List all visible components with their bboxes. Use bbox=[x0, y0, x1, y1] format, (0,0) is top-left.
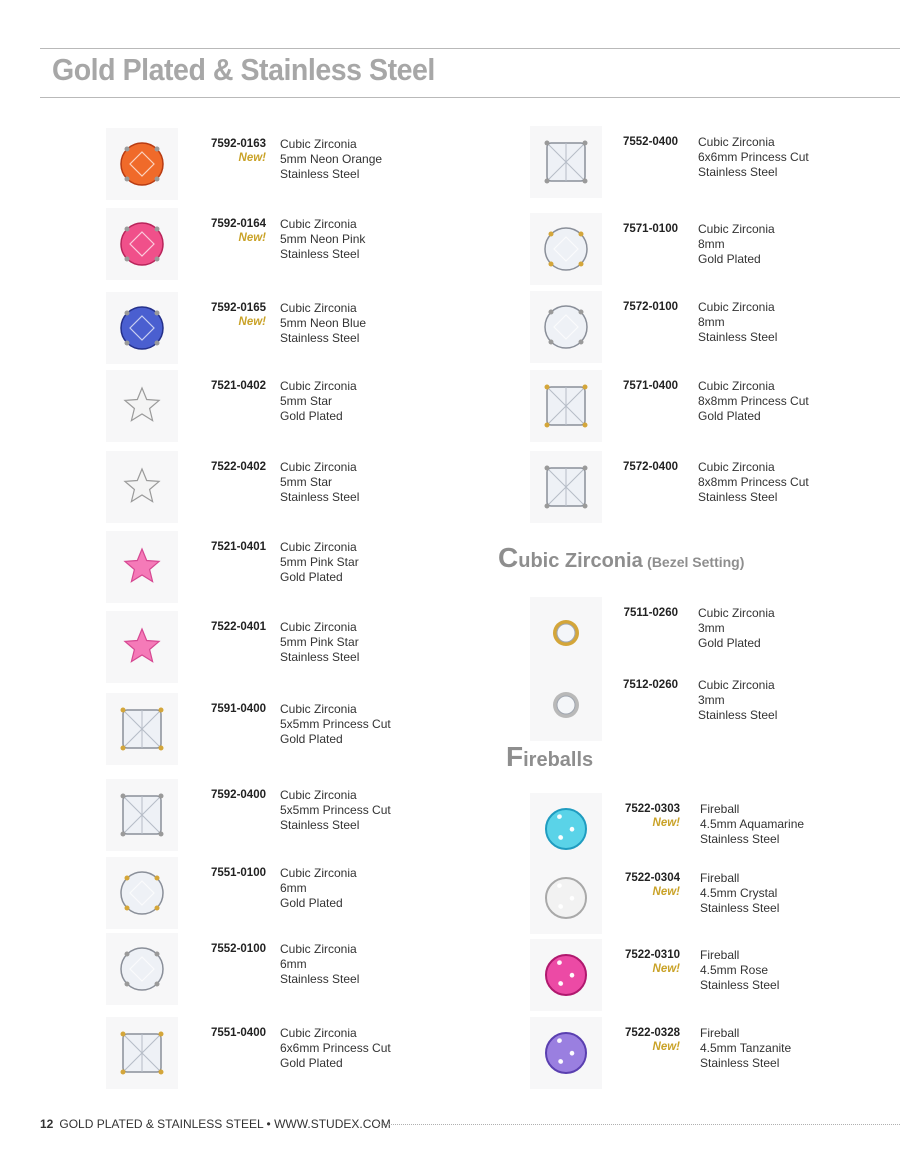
new-badge: New! bbox=[652, 963, 680, 975]
princess-cut-stone-icon bbox=[530, 451, 602, 523]
description-line: Fireball bbox=[700, 948, 740, 962]
steel-bezel-stone-icon bbox=[530, 669, 602, 741]
bezel-heading-text: ubic Zirconia bbox=[518, 550, 643, 572]
product-description bbox=[700, 948, 779, 993]
product-code: 7571-0400 bbox=[623, 380, 678, 392]
product-description bbox=[698, 678, 777, 723]
description-line: Stainless Steel bbox=[700, 832, 780, 846]
title-rule bbox=[40, 97, 900, 98]
description-line: Fireball bbox=[700, 1026, 740, 1040]
description-line: Cubic Zirconia bbox=[698, 300, 775, 314]
product-description bbox=[280, 301, 366, 346]
tanzanite-fireball-icon bbox=[530, 1017, 602, 1089]
product-description bbox=[700, 871, 779, 916]
product-code: 7522-0328 bbox=[625, 1027, 680, 1039]
product-item bbox=[530, 451, 890, 521]
product-description bbox=[698, 135, 809, 180]
description-line: Cubic Zirconia bbox=[280, 788, 357, 802]
product-code: 7522-0401 bbox=[211, 621, 266, 633]
product-item bbox=[530, 793, 890, 863]
fireballs-heading-initial: F bbox=[506, 741, 524, 772]
description-line: 5mm Neon Blue bbox=[280, 316, 367, 330]
description-line: Cubic Zirconia bbox=[280, 137, 357, 151]
new-badge: New! bbox=[652, 1041, 680, 1053]
description-line: Gold Plated bbox=[698, 252, 761, 266]
description-line: 6mm bbox=[280, 957, 307, 971]
new-badge: New! bbox=[652, 817, 680, 829]
description-line: 5mm Star bbox=[280, 394, 333, 408]
description-line: 5mm Neon Orange bbox=[280, 152, 383, 166]
round-clear-stone-icon bbox=[530, 213, 602, 285]
description-line: Cubic Zirconia bbox=[280, 217, 357, 231]
description-line: Gold Plated bbox=[698, 409, 761, 423]
description-line: Gold Plated bbox=[698, 636, 761, 650]
product-description bbox=[280, 702, 391, 747]
product-description bbox=[700, 802, 804, 847]
round-clear-stone-icon bbox=[106, 933, 178, 1005]
product-description bbox=[280, 217, 365, 262]
description-line: Cubic Zirconia bbox=[698, 606, 775, 620]
description-line: 5mm Pink Star bbox=[280, 635, 359, 649]
product-description bbox=[280, 460, 359, 505]
product-item bbox=[106, 933, 466, 1003]
description-line: 4.5mm Crystal bbox=[700, 886, 778, 900]
description-line: Cubic Zirconia bbox=[698, 222, 775, 236]
description-line: 6mm bbox=[280, 881, 307, 895]
description-line: Stainless Steel bbox=[280, 818, 360, 832]
princess-cut-stone-icon bbox=[106, 693, 178, 765]
description-line: Cubic Zirconia bbox=[280, 460, 357, 474]
product-description bbox=[280, 942, 359, 987]
product-item bbox=[530, 126, 890, 196]
description-line: Stainless Steel bbox=[698, 330, 778, 344]
product-code: 7511-0260 bbox=[623, 607, 678, 619]
product-code: 7572-0400 bbox=[623, 461, 678, 473]
product-code: 7592-0163 bbox=[211, 138, 266, 150]
new-badge: New! bbox=[652, 886, 680, 898]
product-code: 7551-0400 bbox=[211, 1027, 266, 1039]
description-line: Cubic Zirconia bbox=[698, 460, 775, 474]
round-clear-stone-icon bbox=[106, 857, 178, 929]
description-line: Fireball bbox=[700, 802, 740, 816]
fireballs-section-heading bbox=[506, 741, 593, 773]
description-line: 5x5mm Princess Cut bbox=[280, 803, 391, 817]
description-line: Cubic Zirconia bbox=[280, 379, 357, 393]
product-code: 7522-0303 bbox=[625, 803, 680, 815]
description-line: 3mm bbox=[698, 693, 725, 707]
product-code: 7552-0100 bbox=[211, 943, 266, 955]
description-line: Stainless Steel bbox=[700, 901, 780, 915]
description-line: 5x5mm Princess Cut bbox=[280, 717, 391, 731]
product-code: 7521-0401 bbox=[211, 541, 266, 553]
footer-text: GOLD PLATED & STAINLESS STEEL • WWW.STUDEX.COM bbox=[59, 1117, 391, 1131]
rose-fireball-icon bbox=[530, 939, 602, 1011]
product-item bbox=[530, 291, 890, 361]
princess-cut-stone-icon bbox=[530, 370, 602, 442]
page-number: 12 bbox=[40, 1117, 54, 1131]
neon-blue-stone-icon bbox=[106, 292, 178, 364]
clear-star-stone-icon bbox=[106, 370, 178, 442]
description-line: Cubic Zirconia bbox=[280, 866, 357, 880]
product-item bbox=[106, 693, 466, 763]
description-line: Fireball bbox=[700, 871, 740, 885]
product-code: 7512-0260 bbox=[623, 679, 678, 691]
pink-star-stone-icon bbox=[106, 531, 178, 603]
product-description bbox=[698, 606, 775, 651]
description-line: 4.5mm Rose bbox=[700, 963, 769, 977]
product-code: 7551-0100 bbox=[211, 867, 266, 879]
product-item bbox=[530, 939, 890, 1009]
product-code: 7572-0100 bbox=[623, 301, 678, 313]
clear-star-stone-icon bbox=[106, 451, 178, 523]
description-line: Stainless Steel bbox=[698, 708, 778, 722]
product-code: 7522-0402 bbox=[211, 461, 266, 473]
description-line: 4.5mm Tanzanite bbox=[700, 1041, 792, 1055]
product-item bbox=[106, 611, 466, 681]
product-description bbox=[698, 300, 777, 345]
description-line: Cubic Zirconia bbox=[280, 301, 357, 315]
product-description bbox=[280, 788, 391, 833]
product-code: 7522-0304 bbox=[625, 872, 680, 884]
description-line: 3mm bbox=[698, 621, 725, 635]
gold-bezel-stone-icon bbox=[530, 597, 602, 669]
description-line: Gold Plated bbox=[280, 570, 343, 584]
round-clear-stone-icon bbox=[530, 291, 602, 363]
product-code: 7592-0165 bbox=[211, 302, 266, 314]
description-line: Cubic Zirconia bbox=[698, 379, 775, 393]
product-item bbox=[106, 208, 466, 278]
description-line: Stainless Steel bbox=[700, 978, 780, 992]
description-line: 5mm Neon Pink bbox=[280, 232, 366, 246]
new-badge: New! bbox=[238, 232, 266, 244]
description-line: Stainless Steel bbox=[698, 165, 778, 179]
description-line: Stainless Steel bbox=[280, 167, 360, 181]
description-line: 5mm Star bbox=[280, 475, 333, 489]
product-item bbox=[106, 779, 466, 849]
product-item bbox=[530, 1017, 890, 1087]
description-line: Cubic Zirconia bbox=[280, 1026, 357, 1040]
description-line: Stainless Steel bbox=[280, 490, 360, 504]
product-code: 7592-0164 bbox=[211, 218, 266, 230]
top-rule bbox=[40, 48, 900, 49]
princess-cut-stone-icon bbox=[530, 126, 602, 198]
pink-star-stone-icon bbox=[106, 611, 178, 683]
page-title: Gold Plated & Stainless Steel bbox=[52, 52, 435, 87]
description-line: Cubic Zirconia bbox=[280, 540, 357, 554]
description-line: Stainless Steel bbox=[698, 490, 778, 504]
fireballs-heading-text: ireballs bbox=[523, 749, 594, 771]
aquamarine-fireball-icon bbox=[530, 793, 602, 865]
bezel-heading-initial: C bbox=[498, 542, 519, 573]
product-description bbox=[280, 379, 357, 424]
product-item bbox=[106, 857, 466, 927]
product-item bbox=[530, 370, 890, 440]
product-item bbox=[106, 370, 466, 440]
bezel-section-heading bbox=[498, 542, 744, 574]
princess-cut-stone-icon bbox=[106, 779, 178, 851]
product-description bbox=[698, 222, 775, 267]
product-description bbox=[280, 866, 357, 911]
footer-dotted-rule bbox=[378, 1124, 900, 1125]
product-code: 7571-0100 bbox=[623, 223, 678, 235]
product-code: 7522-0310 bbox=[625, 949, 680, 961]
description-line: Cubic Zirconia bbox=[280, 620, 357, 634]
page-footer bbox=[40, 1117, 391, 1131]
description-line: Gold Plated bbox=[280, 1056, 343, 1070]
description-line: 5mm Pink Star bbox=[280, 555, 359, 569]
product-description bbox=[280, 137, 382, 182]
product-description bbox=[280, 1026, 391, 1071]
description-line: 6x6mm Princess Cut bbox=[280, 1041, 391, 1055]
product-code: 7592-0400 bbox=[211, 789, 266, 801]
product-item bbox=[106, 292, 466, 362]
description-line: Gold Plated bbox=[280, 896, 343, 910]
product-description bbox=[700, 1026, 791, 1071]
neon-orange-stone-icon bbox=[106, 128, 178, 200]
new-badge: New! bbox=[238, 316, 266, 328]
product-description bbox=[698, 379, 809, 424]
bezel-heading-note: (Bezel Setting) bbox=[647, 554, 745, 570]
product-code: 7591-0400 bbox=[211, 703, 266, 715]
description-line: Stainless Steel bbox=[280, 972, 360, 986]
product-description bbox=[280, 540, 359, 585]
description-line: 8mm bbox=[698, 315, 725, 329]
product-item bbox=[530, 213, 890, 283]
product-description bbox=[280, 620, 359, 665]
neon-pink-stone-icon bbox=[106, 208, 178, 280]
product-item bbox=[106, 531, 466, 601]
product-item bbox=[106, 128, 466, 198]
description-line: Stainless Steel bbox=[280, 247, 360, 261]
product-item bbox=[530, 597, 890, 667]
description-line: Cubic Zirconia bbox=[698, 135, 775, 149]
description-line: 8mm bbox=[698, 237, 725, 251]
new-badge: New! bbox=[238, 152, 266, 164]
product-item bbox=[106, 1017, 466, 1087]
crystal-fireball-icon bbox=[530, 862, 602, 934]
product-item bbox=[106, 451, 466, 521]
description-line: 8x8mm Princess Cut bbox=[698, 394, 809, 408]
description-line: 4.5mm Aquamarine bbox=[700, 817, 805, 831]
description-line: 6x6mm Princess Cut bbox=[698, 150, 809, 164]
description-line: 8x8mm Princess Cut bbox=[698, 475, 809, 489]
product-code: 7521-0402 bbox=[211, 380, 266, 392]
princess-cut-stone-icon bbox=[106, 1017, 178, 1089]
product-description bbox=[698, 460, 809, 505]
product-code: 7552-0400 bbox=[623, 136, 678, 148]
description-line: Cubic Zirconia bbox=[698, 678, 775, 692]
product-item bbox=[530, 669, 890, 739]
description-line: Gold Plated bbox=[280, 732, 343, 746]
description-line: Cubic Zirconia bbox=[280, 942, 357, 956]
description-line: Stainless Steel bbox=[280, 650, 360, 664]
product-item bbox=[530, 862, 890, 932]
description-line: Stainless Steel bbox=[700, 1056, 780, 1070]
description-line: Cubic Zirconia bbox=[280, 702, 357, 716]
description-line: Gold Plated bbox=[280, 409, 343, 423]
description-line: Stainless Steel bbox=[280, 331, 360, 345]
